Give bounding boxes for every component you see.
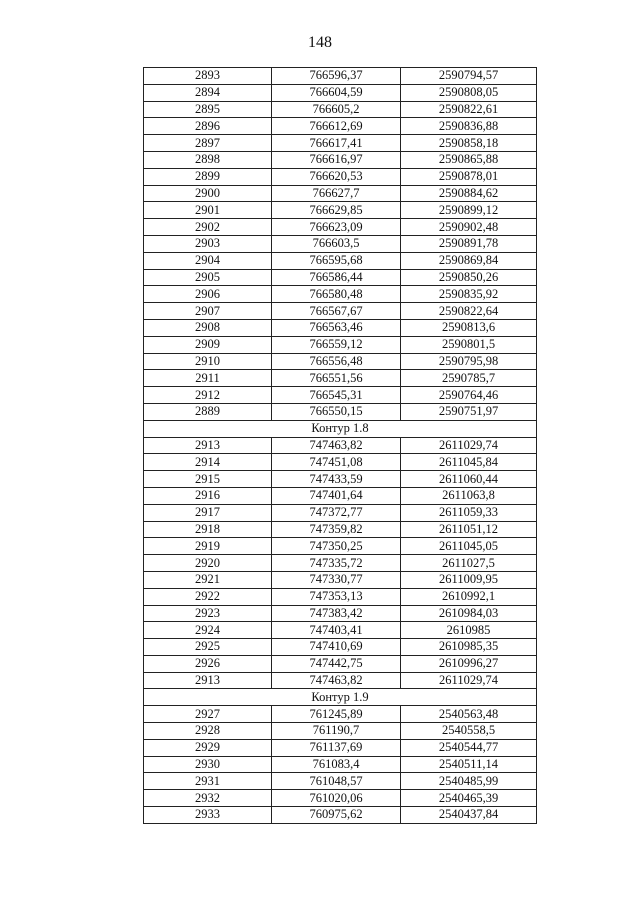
table-row — [144, 756, 537, 773]
table-row — [144, 185, 537, 202]
y-coordinate-cell: 2540544,77 — [401, 739, 537, 756]
table-row — [144, 605, 537, 622]
x-coordinate-cell: 766559,12 — [272, 336, 401, 353]
table-row — [144, 655, 537, 672]
contour-heading: Контур 1.9 — [144, 689, 537, 706]
y-coordinate-cell: 2590822,61 — [401, 101, 537, 118]
table-row — [144, 807, 537, 824]
point-number-cell: 2920 — [144, 555, 272, 572]
x-coordinate-cell: 766616,97 — [272, 151, 401, 168]
table-row — [144, 219, 537, 236]
y-coordinate-cell: 2590878,01 — [401, 168, 537, 185]
x-coordinate-cell: 747410,69 — [272, 639, 401, 656]
point-number-cell: 2933 — [144, 807, 272, 824]
table-row — [144, 437, 537, 454]
x-coordinate-cell: 761137,69 — [272, 739, 401, 756]
table-row — [144, 672, 537, 689]
y-coordinate-cell: 2590836,88 — [401, 118, 537, 135]
point-number-cell: 2901 — [144, 202, 272, 219]
point-number-cell: 2915 — [144, 471, 272, 488]
x-coordinate-cell: 747433,59 — [272, 471, 401, 488]
y-coordinate-cell: 2611045,05 — [401, 538, 537, 555]
y-coordinate-cell: 2611059,33 — [401, 504, 537, 521]
y-coordinate-cell: 2540558,5 — [401, 723, 537, 740]
contour-heading: Контур 1.8 — [144, 420, 537, 437]
y-coordinate-cell: 2611029,74 — [401, 672, 537, 689]
point-number-cell: 2909 — [144, 336, 272, 353]
table-row — [144, 504, 537, 521]
point-number-cell: 2899 — [144, 168, 272, 185]
table-row — [144, 252, 537, 269]
table-row — [144, 353, 537, 370]
point-number-cell: 2913 — [144, 437, 272, 454]
y-coordinate-cell: 2590801,5 — [401, 336, 537, 353]
y-coordinate-cell: 2540563,48 — [401, 706, 537, 723]
table-row — [144, 521, 537, 538]
point-number-cell: 2923 — [144, 605, 272, 622]
x-coordinate-cell: 747335,72 — [272, 555, 401, 572]
point-number-cell: 2932 — [144, 790, 272, 807]
point-number-cell: 2912 — [144, 387, 272, 404]
y-coordinate-cell: 2540465,39 — [401, 790, 537, 807]
table-row — [144, 706, 537, 723]
x-coordinate-cell: 766563,46 — [272, 319, 401, 336]
x-coordinate-cell: 766627,7 — [272, 185, 401, 202]
point-number-cell: 2918 — [144, 521, 272, 538]
x-coordinate-cell: 766604,59 — [272, 84, 401, 101]
coordinates-table — [143, 67, 537, 824]
point-number-cell: 2927 — [144, 706, 272, 723]
table-row — [144, 639, 537, 656]
x-coordinate-cell: 766595,68 — [272, 252, 401, 269]
x-coordinate-cell: 766605,2 — [272, 101, 401, 118]
contour-heading-row — [144, 689, 537, 706]
table-row — [144, 588, 537, 605]
x-coordinate-cell: 747451,08 — [272, 454, 401, 471]
table-row — [144, 151, 537, 168]
y-coordinate-cell: 2610984,03 — [401, 605, 537, 622]
y-coordinate-cell: 2590869,84 — [401, 252, 537, 269]
table-row — [144, 168, 537, 185]
x-coordinate-cell: 766612,69 — [272, 118, 401, 135]
y-coordinate-cell: 2540437,84 — [401, 807, 537, 824]
y-coordinate-cell: 2611009,95 — [401, 571, 537, 588]
x-coordinate-cell: 761190,7 — [272, 723, 401, 740]
point-number-cell: 2903 — [144, 235, 272, 252]
table-row — [144, 84, 537, 101]
point-number-cell: 2919 — [144, 538, 272, 555]
point-number-cell: 2921 — [144, 571, 272, 588]
x-coordinate-cell: 766551,56 — [272, 370, 401, 387]
point-number-cell: 2894 — [144, 84, 272, 101]
x-coordinate-cell: 747353,13 — [272, 588, 401, 605]
x-coordinate-cell: 766617,41 — [272, 135, 401, 152]
table-row — [144, 387, 537, 404]
x-coordinate-cell: 761083,4 — [272, 756, 401, 773]
x-coordinate-cell: 766623,09 — [272, 219, 401, 236]
point-number-cell: 2906 — [144, 286, 272, 303]
x-coordinate-cell: 766586,44 — [272, 269, 401, 286]
x-coordinate-cell: 766545,31 — [272, 387, 401, 404]
y-coordinate-cell: 2540485,99 — [401, 773, 537, 790]
contour-heading-row — [144, 420, 537, 437]
y-coordinate-cell: 2611027,5 — [401, 555, 537, 572]
y-coordinate-cell: 2590794,57 — [401, 68, 537, 85]
table-row — [144, 118, 537, 135]
y-coordinate-cell: 2611029,74 — [401, 437, 537, 454]
table-row — [144, 471, 537, 488]
point-number-cell: 2895 — [144, 101, 272, 118]
point-number-cell: 2926 — [144, 655, 272, 672]
table-row — [144, 68, 537, 85]
y-coordinate-cell: 2610985 — [401, 622, 537, 639]
table-row — [144, 336, 537, 353]
y-coordinate-cell: 2590850,26 — [401, 269, 537, 286]
point-number-cell: 2924 — [144, 622, 272, 639]
table-row — [144, 571, 537, 588]
x-coordinate-cell: 766580,48 — [272, 286, 401, 303]
y-coordinate-cell: 2590884,62 — [401, 185, 537, 202]
x-coordinate-cell: 747463,82 — [272, 672, 401, 689]
point-number-cell: 2889 — [144, 403, 272, 420]
table-row — [144, 202, 537, 219]
table-row — [144, 773, 537, 790]
point-number-cell: 2905 — [144, 269, 272, 286]
point-number-cell: 2893 — [144, 68, 272, 85]
x-coordinate-cell: 761020,06 — [272, 790, 401, 807]
table-row — [144, 454, 537, 471]
y-coordinate-cell: 2590822,64 — [401, 303, 537, 320]
page-number: 148 — [308, 34, 332, 51]
x-coordinate-cell: 747372,77 — [272, 504, 401, 521]
point-number-cell: 2914 — [144, 454, 272, 471]
x-coordinate-cell: 747350,25 — [272, 538, 401, 555]
x-coordinate-cell: 766603,5 — [272, 235, 401, 252]
point-number-cell: 2929 — [144, 739, 272, 756]
point-number-cell: 2904 — [144, 252, 272, 269]
x-coordinate-cell: 766567,67 — [272, 303, 401, 320]
y-coordinate-cell: 2590899,12 — [401, 202, 537, 219]
x-coordinate-cell: 766629,85 — [272, 202, 401, 219]
y-coordinate-cell: 2590858,18 — [401, 135, 537, 152]
x-coordinate-cell: 747403,41 — [272, 622, 401, 639]
point-number-cell: 2911 — [144, 370, 272, 387]
x-coordinate-cell: 747463,82 — [272, 437, 401, 454]
y-coordinate-cell: 2590808,05 — [401, 84, 537, 101]
table-row — [144, 790, 537, 807]
table-row — [144, 555, 537, 572]
y-coordinate-cell: 2590785,7 — [401, 370, 537, 387]
x-coordinate-cell: 766620,53 — [272, 168, 401, 185]
table-row — [144, 235, 537, 252]
coordinates-table-body — [144, 68, 537, 824]
y-coordinate-cell: 2590902,48 — [401, 219, 537, 236]
y-coordinate-cell: 2590891,78 — [401, 235, 537, 252]
y-coordinate-cell: 2611063,8 — [401, 487, 537, 504]
table-row — [144, 135, 537, 152]
point-number-cell: 2913 — [144, 672, 272, 689]
x-coordinate-cell: 766596,37 — [272, 68, 401, 85]
x-coordinate-cell: 747383,42 — [272, 605, 401, 622]
table-row — [144, 286, 537, 303]
table-row — [144, 303, 537, 320]
x-coordinate-cell: 747359,82 — [272, 521, 401, 538]
x-coordinate-cell: 761245,89 — [272, 706, 401, 723]
point-number-cell: 2898 — [144, 151, 272, 168]
x-coordinate-cell: 766550,15 — [272, 403, 401, 420]
table-row — [144, 319, 537, 336]
y-coordinate-cell: 2590835,92 — [401, 286, 537, 303]
y-coordinate-cell: 2611045,84 — [401, 454, 537, 471]
point-number-cell: 2931 — [144, 773, 272, 790]
y-coordinate-cell: 2610996,27 — [401, 655, 537, 672]
table-row — [144, 269, 537, 286]
y-coordinate-cell: 2610985,35 — [401, 639, 537, 656]
table-row — [144, 487, 537, 504]
y-coordinate-cell: 2540511,14 — [401, 756, 537, 773]
table-row — [144, 622, 537, 639]
y-coordinate-cell: 2610992,1 — [401, 588, 537, 605]
point-number-cell: 2917 — [144, 504, 272, 521]
point-number-cell: 2928 — [144, 723, 272, 740]
point-number-cell: 2916 — [144, 487, 272, 504]
y-coordinate-cell: 2590764,46 — [401, 387, 537, 404]
point-number-cell: 2900 — [144, 185, 272, 202]
point-number-cell: 2897 — [144, 135, 272, 152]
x-coordinate-cell: 761048,57 — [272, 773, 401, 790]
y-coordinate-cell: 2590751,97 — [401, 403, 537, 420]
x-coordinate-cell: 747330,77 — [272, 571, 401, 588]
point-number-cell: 2902 — [144, 219, 272, 236]
table-row — [144, 538, 537, 555]
table-row — [144, 370, 537, 387]
point-number-cell: 2907 — [144, 303, 272, 320]
point-number-cell: 2925 — [144, 639, 272, 656]
table-row — [144, 723, 537, 740]
x-coordinate-cell: 747401,64 — [272, 487, 401, 504]
y-coordinate-cell: 2590795,98 — [401, 353, 537, 370]
x-coordinate-cell: 760975,62 — [272, 807, 401, 824]
point-number-cell: 2930 — [144, 756, 272, 773]
point-number-cell: 2896 — [144, 118, 272, 135]
point-number-cell: 2922 — [144, 588, 272, 605]
table-row — [144, 739, 537, 756]
table-row — [144, 403, 537, 420]
y-coordinate-cell: 2611051,12 — [401, 521, 537, 538]
y-coordinate-cell: 2611060,44 — [401, 471, 537, 488]
point-number-cell: 2908 — [144, 319, 272, 336]
table-row — [144, 101, 537, 118]
x-coordinate-cell: 766556,48 — [272, 353, 401, 370]
y-coordinate-cell: 2590865,88 — [401, 151, 537, 168]
y-coordinate-cell: 2590813,6 — [401, 319, 537, 336]
point-number-cell: 2910 — [144, 353, 272, 370]
x-coordinate-cell: 747442,75 — [272, 655, 401, 672]
